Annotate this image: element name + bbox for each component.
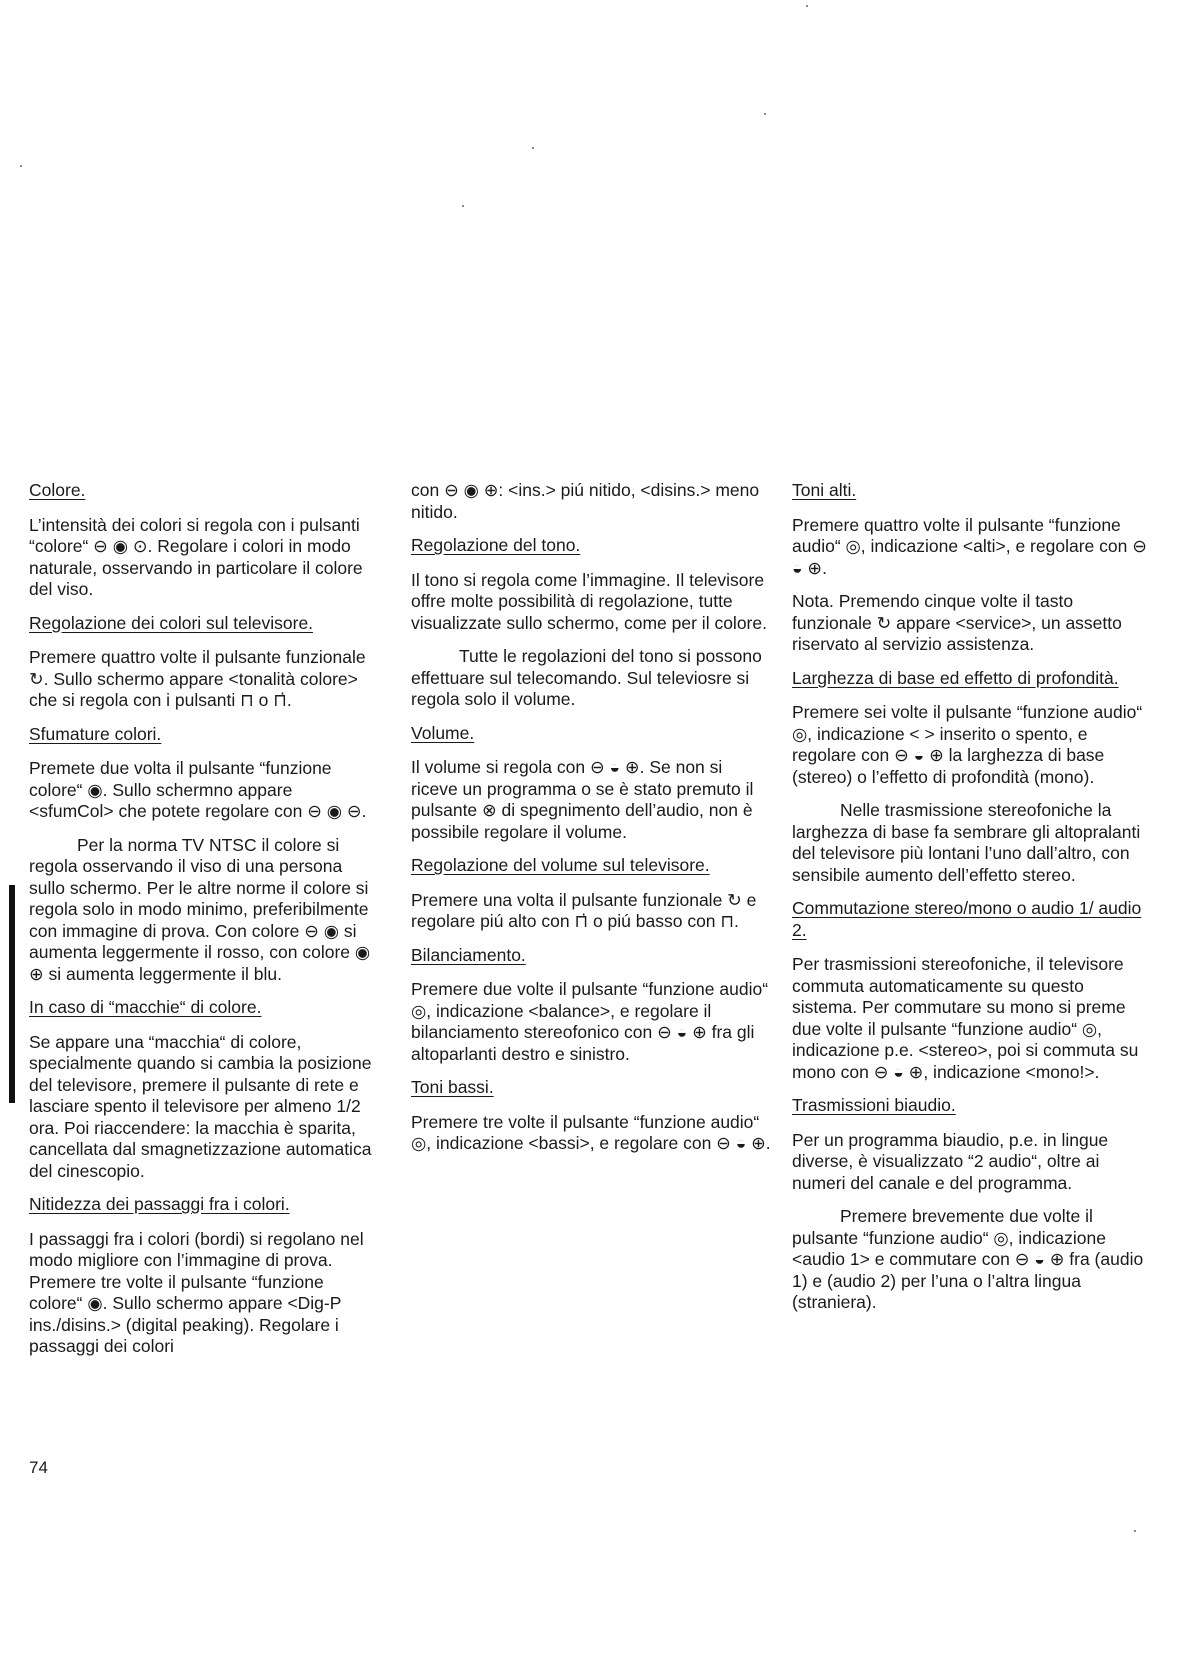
section-heading: In caso di “macchie“ di colore.: [29, 997, 262, 1017]
section-heading: Toni bassi.: [411, 1077, 494, 1097]
margin-bar: [9, 885, 15, 1103]
paragraph: Se appare una “macchia“ di colore, specialmente quando si cambia la posizione del televisore, premere il pulsante di rete e lasciare spento il televisore per almeno 1/2 ora. Poi riaccendere: la macchia è sparita, cancellata dal smagnetizzazione automatica del cinescopio.: [29, 1031, 372, 1181]
paragraph: Il tono si regola come l’immagine. Il televisore offre molte possibilità di regolazione, tutte visualizzate sullo schermo, come per il colore.: [411, 569, 767, 633]
paragraph: Per la norma TV NTSC il colore si regola osservando il viso di una persona sullo schermo. Per le altre norme il colore si regola solo in modo minimo, preferibilmente con immagine di prova. Con colore ⊖ ◉ si aumenta leggermente il rosso, con colore ◉ ⊕ si aumenta leggermente il blu.: [29, 834, 371, 984]
paragraph: Premere una volta il pulsante funzionale ↻ e regolare piú alto con ⊓̇ o piú basso con ⊓.: [411, 889, 757, 931]
paragraph: con ⊖ ◉ ⊕: <ins.> piú nitido, <disins.> meno nitido.: [411, 480, 760, 522]
section-heading: Sfumature colori.: [29, 723, 162, 744]
paragraph: Premere brevemente due volte il pulsante “funzione audio“ ◎, indicazione <audio 1> e commutare con ⊖ ◒ ⊕ fra (audio 1) e (audio 2) per l’una o l’altra lingua (straniera).: [792, 1206, 1144, 1312]
column-1: [29, 480, 381, 1370]
paragraph: Premere tre volte il pulsante “funzione audio“ ◎, indicazione <bassi>, e regolare con ⊖ ◒ ⊕.: [411, 1111, 771, 1153]
paragraph: Premere sei volte il pulsante “funzione audio“ ◎, indicazione < > inserito o spento, e regolare con ⊖ ◒ ⊕ la larghezza di base (stereo) o l’effetto di profondità (mono).: [792, 702, 1143, 787]
paragraph: Nota. Premendo cinque volte il tasto funzionale ↻ appare <service>, un assetto riservato al servizio assistenza.: [792, 591, 1122, 654]
column-2: [411, 480, 771, 1167]
paragraph: Premere quattro volte il pulsante funzionale ↻. Sullo schermo appare <tonalità colore> che si regola con i pulsanti ⊓ o ⊓̇.: [29, 647, 366, 710]
paragraph: Premere quattro volte il pulsante “funzione audio“ ◎, indicazione <alti>, e regolare con ⊖ ◒ ⊕.: [792, 514, 1147, 578]
paragraph: Nelle trasmissione stereofoniche la larghezza di base fa sembrare gli altopralanti del televisore più lontani l’uno dall’altro, con sensibile aumento dell’effetto stereo.: [792, 800, 1141, 885]
column-3: [792, 480, 1150, 1326]
section-heading: Regolazione del volume sul televisore.: [411, 855, 710, 875]
paragraph: Tutte le regolazioni del tono si possono effettuare sul telecomando. Sul televiosre si regola solo il volume.: [411, 646, 762, 709]
section-heading: Volume.: [411, 722, 475, 743]
section-heading: Toni alti.: [792, 480, 857, 500]
section-heading: Colore.: [29, 480, 86, 500]
paragraph: Premete due volta il pulsante “funzione colore“ ◉. Sullo schermno appare <sfumCol> che potete regolare con ⊖ ◉ ⊖.: [29, 758, 367, 821]
section-heading: Trasmissioni biaudio.: [792, 1095, 956, 1115]
paragraph: Il volume si regola con ⊖ ◒ ⊕. Se non si riceve un programma o se è stato premuto il pulsante ⊗ di spegnimento dell’audio, non è possibile regolare il volume.: [411, 757, 754, 842]
section-heading: Regolazione dei colori sul televisore.: [29, 612, 314, 633]
paragraph: L’intensità dei colori si regola con i pulsanti “colore“ ⊖ ◉ ⊙. Regolare i colori in modo naturale, osservando in particolare il colore del viso.: [29, 514, 363, 599]
section-heading: Regolazione del tono.: [411, 535, 581, 555]
section-heading: Bilanciamento.: [411, 944, 526, 965]
section-heading: Larghezza di base ed effetto di profondità.: [792, 667, 1119, 688]
paragraph: Per un programma biaudio, p.e. in lingue diverse, è visualizzato “2 audio“, oltre ai numeri del canale e del programma.: [792, 1129, 1109, 1193]
paragraph: Premere due volte il pulsante “funzione audio“ ◎, indicazione <balance>, e regolare il bilanciamento stereofonico con ⊖ ◒ ⊕ fra gli altoparlanti destro e sinistro.: [411, 979, 769, 1064]
paragraph: I passaggi fra i colori (bordi) si regolano nel modo migliore con l’immagine di prova. Premere tre volte il pulsante “funzione colore“ ◉. Sullo schermo appare <Dig-P ins./disins.> (digital peaking). Regolare i passaggi dei colori: [29, 1228, 364, 1356]
paragraph: Per trasmissioni stereofoniche, il televisore commuta automaticamente su questo sistema. Per commutare su mono si preme due volte il pulsante “funzione audio“ ◎, indicazione p.e. <stereo>, poi si commuta su mono con ⊖ ◒ ⊕, indicazione <mono!>.: [792, 954, 1139, 1082]
section-heading: Nitidezza dei passaggi fra i colori.: [29, 1194, 290, 1214]
page-number: 74: [29, 1458, 48, 1477]
section-heading: Commutazione stereo/mono o audio 1/ audio 2.: [792, 898, 1142, 940]
